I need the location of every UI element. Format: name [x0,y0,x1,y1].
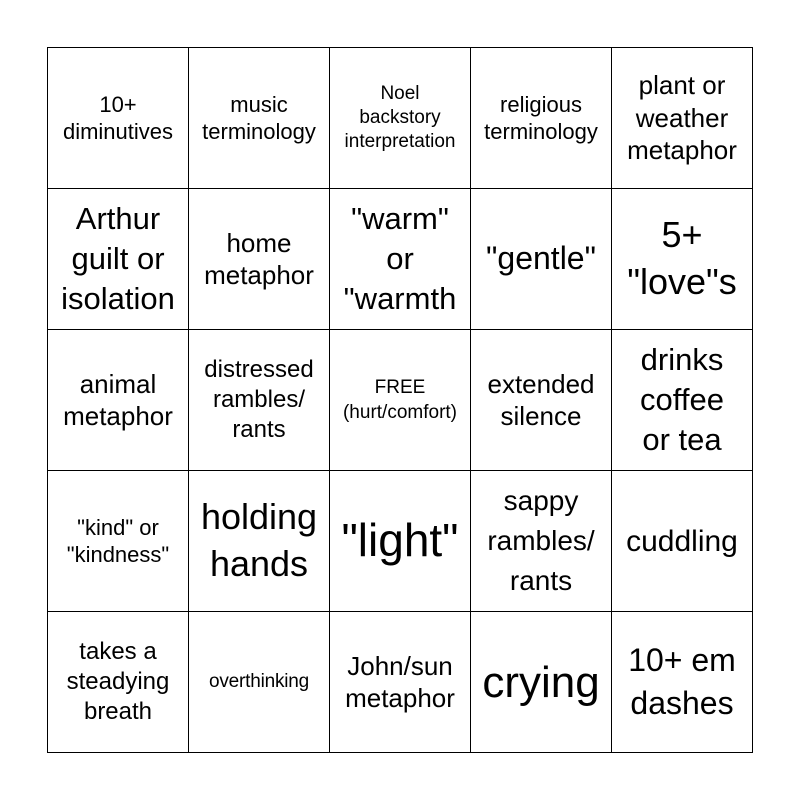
bingo-cell-r2-c1[interactable] [48,189,189,330]
bingo-cell-r5-c4[interactable] [471,612,612,753]
cell-text: FREE (hurt/comfort) [342,376,458,423]
cell-text: 10+ em dashes [628,641,736,721]
bingo-cell-r5-c2[interactable] [189,612,330,753]
cell-text: cuddling [626,524,738,558]
bingo-cell-r2-c2[interactable] [189,189,330,330]
bingo-cell-free-space[interactable] [330,330,471,471]
cell-text: animal metaphor [63,368,173,431]
bingo-cell-r2-c3[interactable] [330,189,471,330]
bingo-cell-r5-c3[interactable] [330,612,471,753]
cell-text: takes a steadying breath [66,638,170,725]
cell-text: music terminology [202,91,316,144]
cell-text: "kind" or "kindness" [66,514,170,567]
bingo-cell-r2-c5[interactable] [612,189,753,330]
cell-text: 5+ "love"s [627,214,737,302]
bingo-cell-r3-c1[interactable] [48,330,189,471]
bingo-cell-r4-c5[interactable] [612,471,753,612]
cell-text: drinks coffee or tea [640,341,724,458]
bingo-cell-r4-c2[interactable] [189,471,330,612]
cell-text: "warm" or "warmth [343,200,457,317]
bingo-cell-r1-c1[interactable] [48,48,189,189]
cell-text: overthinking [208,671,310,693]
cell-text: plant or weather metaphor [627,70,737,166]
cell-text: crying [482,657,600,707]
cell-text: extended silence [487,368,595,431]
bingo-cell-r1-c2[interactable] [189,48,330,189]
bingo-cell-r2-c4[interactable] [471,189,612,330]
cell-text: Noel backstory interpretation [344,83,456,152]
cell-text: distressed rambles/ rants [204,356,314,443]
bingo-cell-r3-c2[interactable] [189,330,330,471]
bingo-cell-r5-c5[interactable] [612,612,753,753]
bingo-cell-r3-c4[interactable] [471,330,612,471]
cell-text: sappy rambles/ rants [487,485,595,596]
bingo-cell-r4-c4[interactable] [471,471,612,612]
bingo-cell-r1-c5[interactable] [612,48,753,189]
cell-text: John/sun metaphor [345,650,455,713]
bingo-board [47,47,753,753]
cell-text: "light" [341,514,459,567]
bingo-cell-r1-c3[interactable] [330,48,471,189]
cell-text: religious terminology [484,91,598,144]
cell-text: 10+ diminutives [62,91,174,144]
cell-text: home metaphor [204,227,314,290]
bingo-cell-r5-c1[interactable] [48,612,189,753]
bingo-cell-r4-c3[interactable] [330,471,471,612]
cell-text: "gentle" [486,240,596,277]
cell-text: Arthur guilt or isolation [61,200,175,317]
cell-text: holding hands [200,496,318,584]
bingo-cell-r4-c1[interactable] [48,471,189,612]
bingo-cell-r1-c4[interactable] [471,48,612,189]
bingo-cell-r3-c5[interactable] [612,330,753,471]
